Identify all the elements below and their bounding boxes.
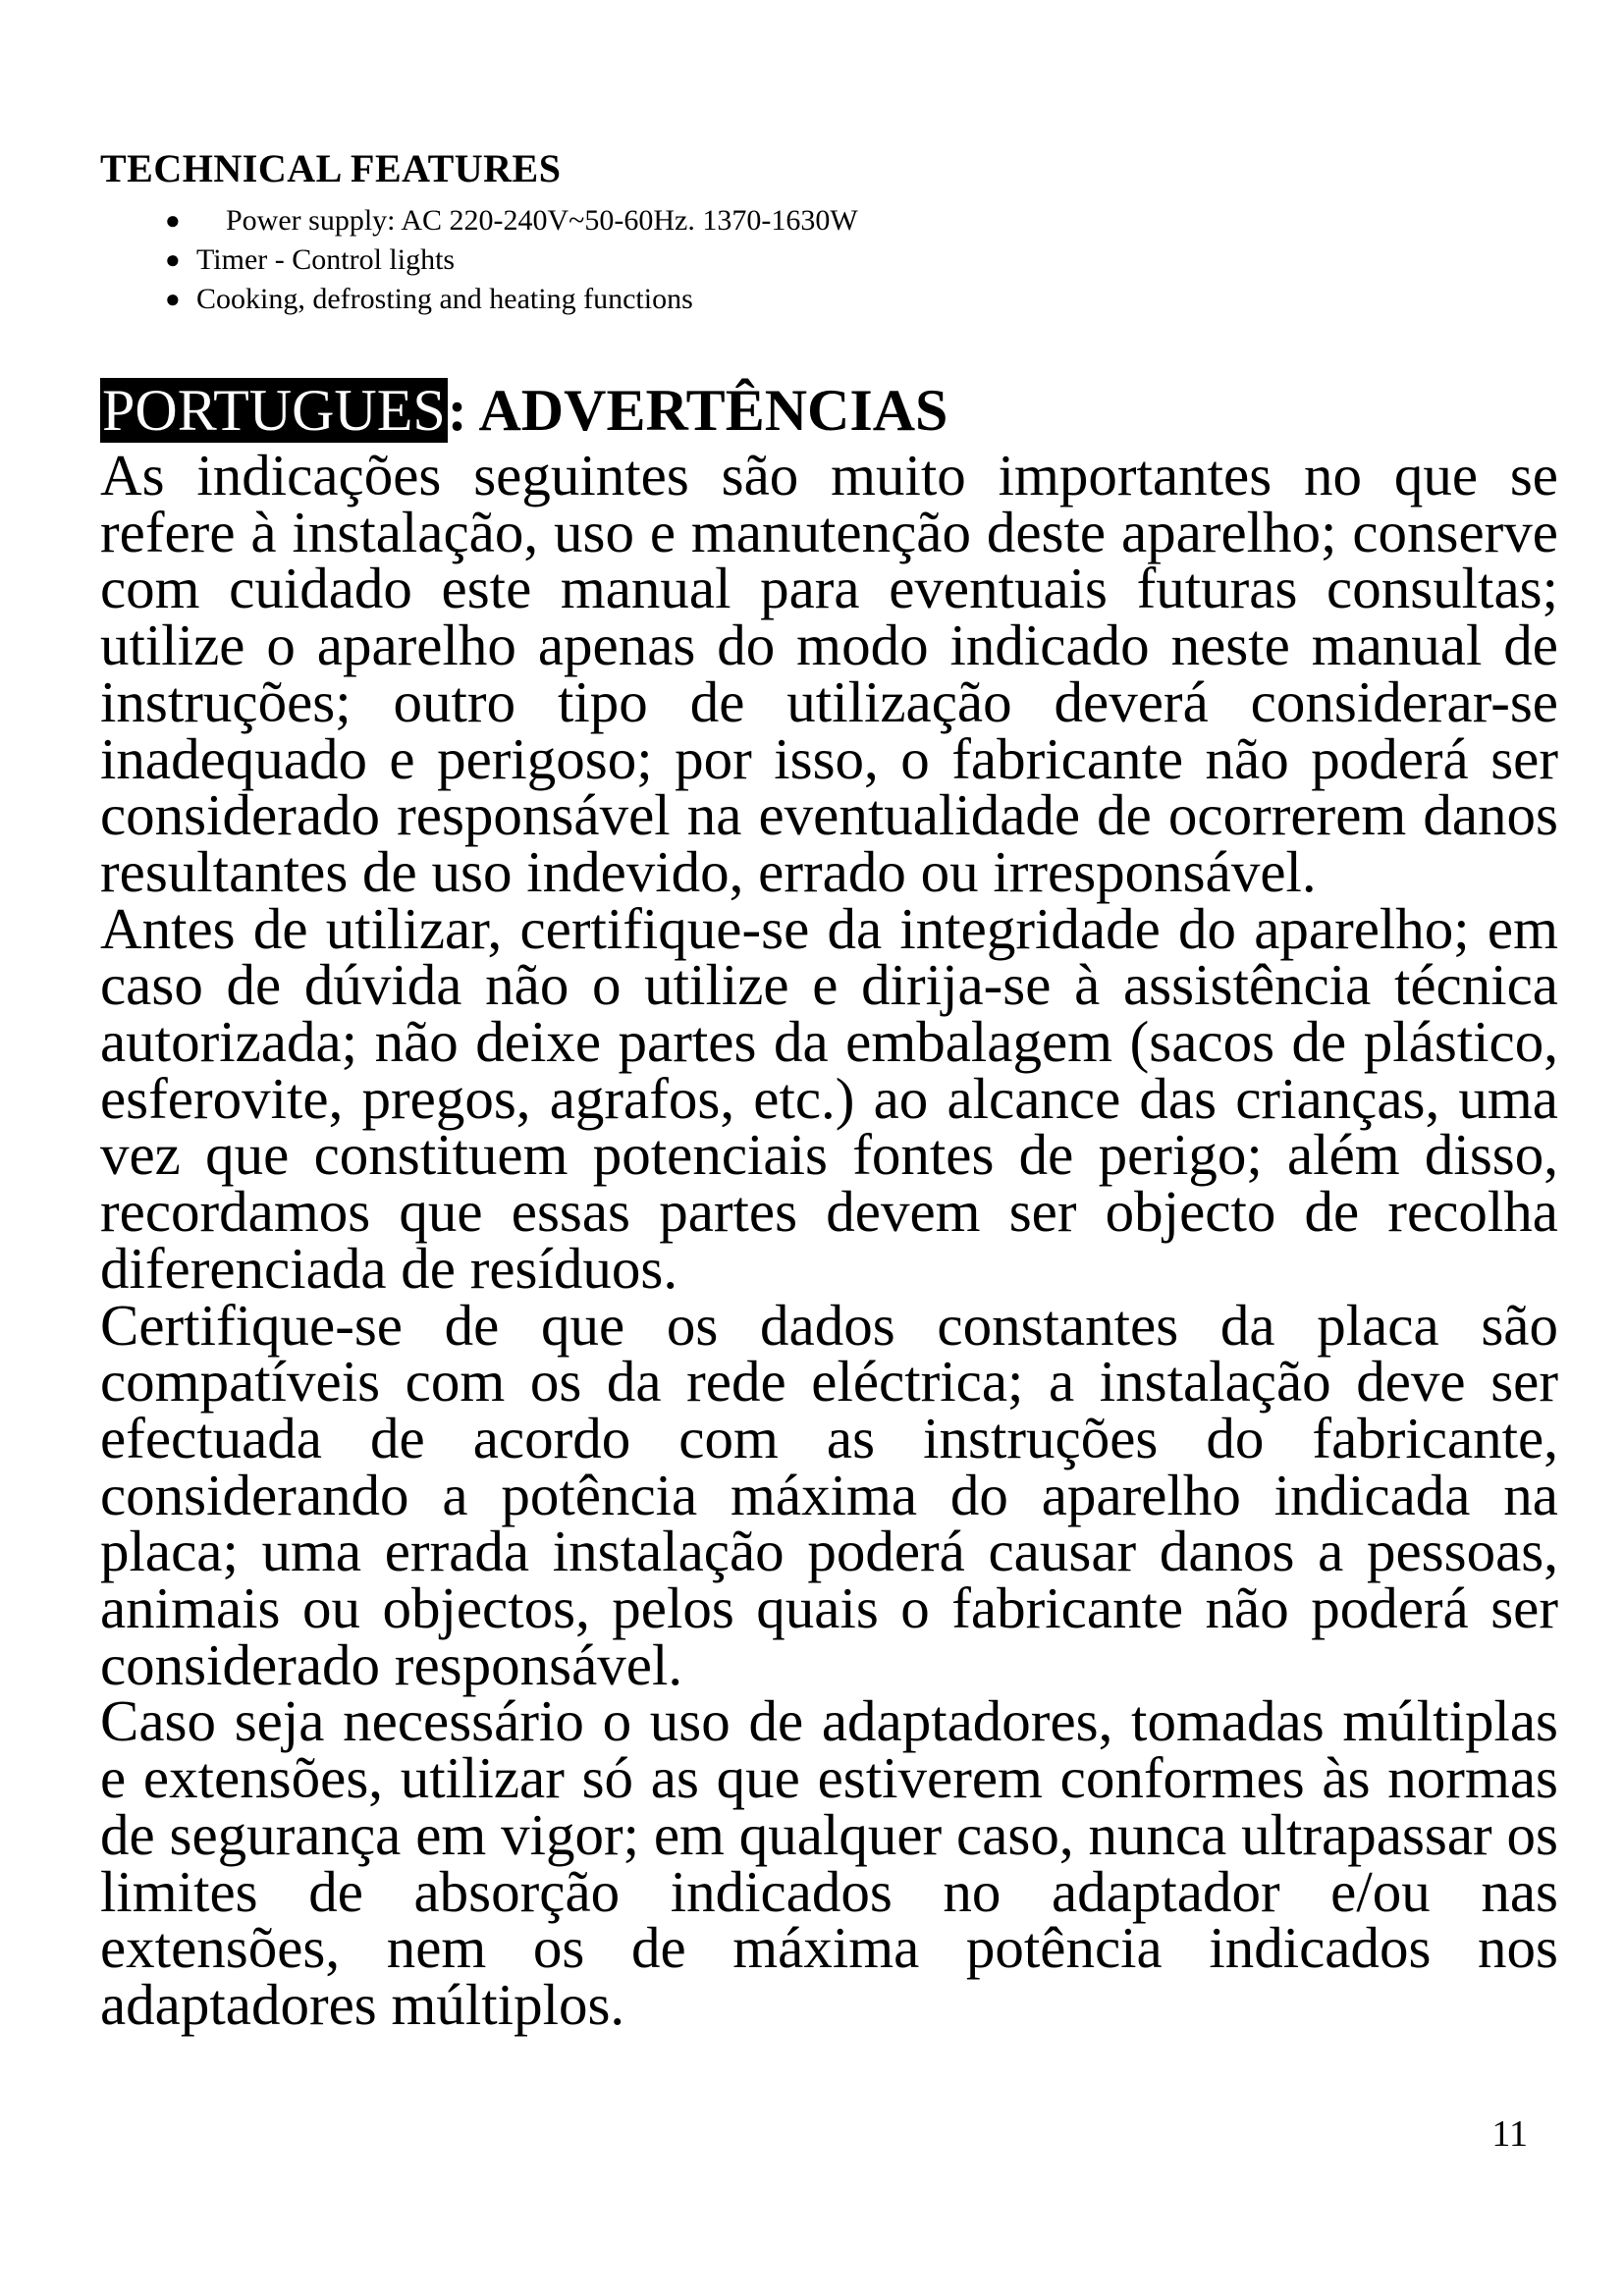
- language-label: PORTUGUES: [102, 378, 446, 443]
- technical-features-list: [157, 201, 858, 319]
- paragraph: Certifique-se de que os dados constantes da placa são compatíveis com os da rede eléctrica; a instalação deve ser efectuada de acordo com as instruções do fabricante, considerando a potência máxima do aparelho indicada na placa; uma errada instalação poderá causar danos a pessoas, animais ou objectos, pelos quais o fabricante não poderá ser considerado responsável.: [100, 1292, 1558, 1697]
- paragraph: Caso seja necessário o uso de adaptadores, tomadas múltiplas e extensões, utilizar só as que estiverem conformes às normas de segurança em vigor; em qualquer caso, nunca ultrapassar os limites de absorção indicados no adaptador e/ou nas extensões, nem os de máxima potência indicados nos adaptadores múltiplos.: [100, 1688, 1558, 2037]
- paragraph: Antes de utilizar, certifique-se da integridade do aparelho; em caso de dúvida não o utilize e dirija-se à assistência técnica autorizada; não deixe partes da embalagem (sacos de plástico, esferovite, pregos, agrafos, etc.) ao alcance das crianças, uma vez que constituem potenciais fontes de perigo; além disso, recordamos que essas partes devem ser objecto de recolha diferenciada de resíduos.: [100, 895, 1558, 1301]
- paragraph: As indicações seguintes são muito importantes no que se refere à instalação, uso e manutenção deste aparelho; conserve com cuidado este manual para eventuais futuras consultas; utilize o aparelho apenas do modo indicado neste manual de instruções; outro tipo de utilização deverá considerar-se inadequado e perigoso; por isso, o fabricante não poderá ser considerado responsável na eventualidade de ocorrerem danos resultantes de uso indevido, errado ou irresponsável.: [100, 443, 1558, 904]
- list-item: [157, 201, 858, 240]
- list-item: [157, 240, 858, 280]
- portuguese-warnings-heading: [100, 378, 947, 443]
- technical-features-title: TECHNICAL FEATURES: [100, 146, 562, 190]
- bullet-icon: ●: [165, 285, 181, 313]
- bullet-icon: ●: [165, 206, 181, 235]
- feature-text: Power supply: AC 220-240V~50-60Hz. 1370-1630W: [226, 204, 858, 237]
- page-number: 11: [1491, 2113, 1528, 2155]
- feature-text: Timer - Control lights: [196, 243, 456, 276]
- warnings-title: : ADVERTÊNCIAS: [447, 378, 948, 443]
- feature-text: Cooking, defrosting and heating functions: [196, 283, 693, 315]
- bullet-icon: ●: [165, 245, 181, 274]
- list-item: [157, 280, 858, 319]
- warnings-body: [100, 443, 1558, 2037]
